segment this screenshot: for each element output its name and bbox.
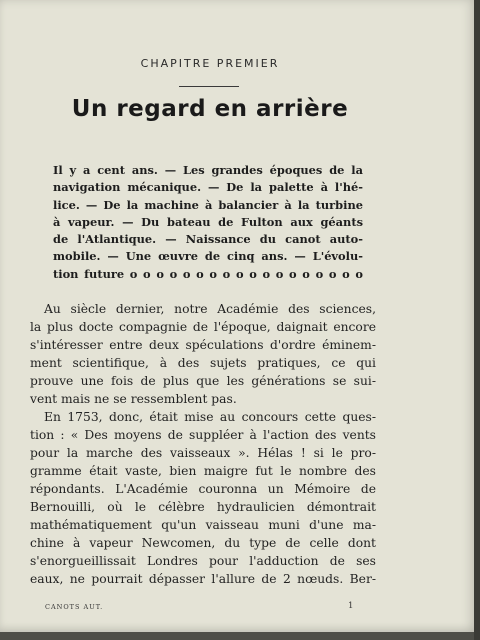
body-line: tion : « Des moyens de suppléer à l'action des vents [30, 428, 376, 442]
summary-line: de l'Atlantique. — Naissance du canot auto- [53, 232, 363, 247]
summary-line: lice. — De la machine à balancier à la turbine [53, 197, 363, 212]
footer-signature: CANOTS AUT. [45, 603, 104, 611]
summary-line: Il y a cent ans. — Les grandes époques de la [53, 163, 363, 177]
body-line: répondants. L'Académie couronna un Mémoire de [30, 482, 376, 496]
body-line: pour la marche des vaisseaux ». Hélas ! si le pro- [30, 446, 376, 460]
body-line: chine à vapeur Newcomen, du type de celle dont [30, 536, 376, 550]
summary-line: navigation mécanique. — De la palette à l'hé- [53, 180, 363, 195]
body-line: s'enorgueillissait Londres pour l'adduction de ses [30, 554, 376, 568]
body-line: vent mais ne se ressemblent pas. [30, 392, 237, 406]
chapter-summary [53, 162, 363, 283]
body-line: En 1753, donc, était mise au concours cette ques- [44, 410, 376, 424]
body-line: eaux, ne pourrait dépasser l'allure de 2 nœuds. Ber- [30, 572, 376, 586]
chapter-title: Un regard en arrière [71, 96, 349, 122]
body-line: s'intéresser entre deux spéculations d'ordre éminem- [30, 338, 376, 352]
page-number: 1 [348, 601, 354, 611]
summary-line: tion future o o o o o o o o o o o o o o o o o o [53, 266, 363, 281]
chapter-rule [179, 86, 239, 87]
book-spine [474, 0, 480, 640]
body-line: gramme était vaste, bien maigre fut le nombre des [30, 464, 376, 478]
summary-line: à vapeur. — Du bateau de Fulton aux géants [53, 214, 363, 229]
body-line: Au siècle dernier, notre Académie des sciences, [44, 302, 376, 316]
body-line: Bernouilli, où le célèbre hydraulicien démontrait [30, 500, 376, 514]
body-line: prouve une fois de plus que les générations se sui- [30, 374, 376, 388]
body-line: mathématiquement qu'un vaisseau muni d'une ma- [30, 518, 376, 532]
chapter-label: CHAPITRE PREMIER [140, 57, 280, 70]
body-line: ment scientifique, à des sujets pratiques, ce qui [30, 356, 376, 370]
body-text [30, 300, 376, 588]
body-line: la plus docte compagnie de l'époque, daignait encore [30, 320, 376, 334]
summary-line: mobile. — Une œuvre de cinq ans. — L'évolu- [53, 249, 363, 264]
